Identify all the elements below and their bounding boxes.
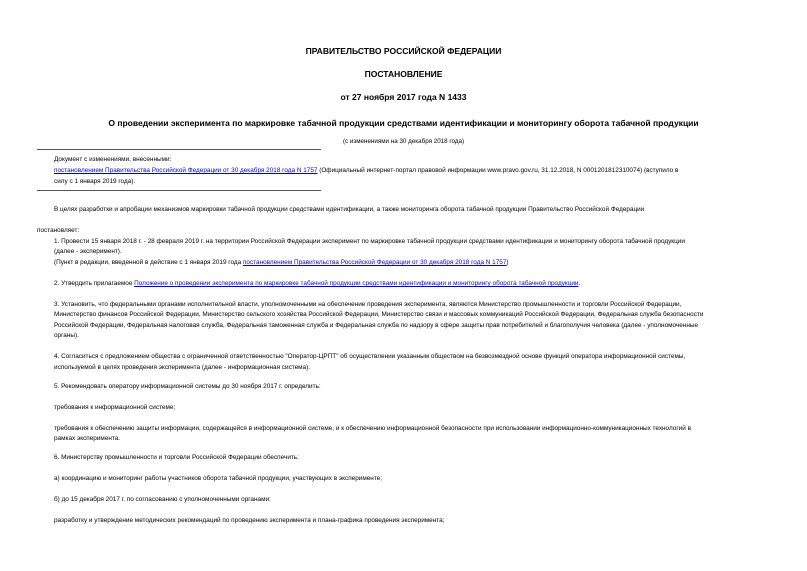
paragraph-5-item-b-line-1: требования к обеспечению защиты информации, содержащейся в информационной системе, и к обеспечению информационной безопасности при использовании информационно-коммуникационных технологий в — [54, 425, 691, 432]
changes-bottom-rule — [37, 190, 321, 191]
paragraph-3-line-2: Министерство финансов Российской Федерации, Министерство сельского хозяйства Российской Федерации, Министерство связи и массовых коммуникаций Российской Федерации, Федеральная служба безопасности — [54, 311, 704, 318]
paragraph-3-line-3: Российской Федерации, Федеральная налоговая служба, Федеральная таможенная служба и Федеральная служба по надзору в сфере защиты прав потребителей и благополучия человека (далее - уполномоченные — [54, 322, 699, 329]
paragraph-1-note-prefix: (Пункт в редакции, введенной в действие с 1 января 2019 года — [54, 259, 243, 266]
paragraph-4-line-2: используемой в целях проведения эксперимента (далее - информационная система). — [54, 364, 311, 371]
paragraph-6-item-b: б) до 15 декабря 2017 г. по согласованию с уполномоченными органами: — [54, 496, 271, 503]
paragraph-6: 6. Министерству промышленности и торговли Российской Федерации обеспечить: — [54, 454, 299, 461]
changes-source-text: (Официальный интернет-портал правовой информации www.pravo.gov.ru, 31.12.2018, N 0001201812310074) (вступило в — [317, 167, 679, 174]
changes-label: Документ с изменениями, внесенными: — [54, 156, 172, 163]
paragraph-5-item-a: требования к информационной системе; — [54, 404, 176, 411]
paragraph-1-note — [54, 257, 509, 268]
changes-decree-link[interactable]: постановлением Правительства Российской Федерации от 30 декабря 2018 года N 1757 — [54, 167, 318, 174]
preamble-text: В целях разработки и апробации механизмов маркировки табачной продукции средствами идентификации, а также мониторинга оборота табачной продукции Правительство Российской Федерации — [54, 206, 645, 213]
decides-text: постановляет: — [37, 227, 80, 234]
paragraph-1-line-1: 1. Провести 15 января 2018 г. - 28 февраля 2019 г. на территории Российской Федерации эксперимент по маркировке табачной продукции средствами идентификации и мониторингу оборота табачной продукции — [54, 238, 685, 245]
paragraph-2-prefix: 2. Утвердить прилагаемое — [54, 280, 135, 287]
changes-line-2: силу с 1 января 2019 года). — [54, 178, 136, 185]
paragraph-5-item-b-line-2: рамках эксперимента. — [54, 435, 121, 442]
paragraph-2 — [54, 278, 580, 289]
document-title: О проведении эксперимента по маркировке табачной продукции средствами идентификации и мониторингу оборота табачной продукции — [108, 118, 699, 128]
paragraph-4-line-1: 4. Согласиться с предложением общества с ограниченной ответственностью "Оператор-ЦРПТ" об осуществлении указанным обществом на безвозмездной основе функций оператора информационной системы, — [54, 353, 686, 360]
paragraph-3-line-4: органы). — [54, 332, 79, 339]
paragraph-3-line-1: 3. Установить, что федеральными органами исполнительной власти, уполномоченными на обеспечение проведения эксперимента, являются Министерство промышленности и торговли Российской Федерации, — [54, 301, 682, 308]
government-heading: ПРАВИТЕЛЬСТВО РОССИЙСКОЙ ФЕДЕРАЦИИ — [305, 46, 502, 56]
paragraph-5: 5. Рекомендовать оператору информационной системы до 30 ноября 2017 г. определить: — [54, 383, 321, 390]
changes-top-rule — [37, 149, 321, 150]
regulation-link[interactable]: Положение о проведении эксперимента по маркировке табачной продукции средствами идентификации и мониторингу оборота табачной продукции — [134, 280, 579, 287]
paragraph-1-line-2: (далее - эксперимент). — [54, 248, 122, 255]
amendment-note: (с изменениями на 30 декабря 2018 года) — [342, 138, 465, 145]
paragraph-6-item-a: а) координацию и мониторинг работы участников оборота табачной продукции, участвующих в эксперименте; — [54, 475, 383, 482]
paragraph-6-item-c: разработку и утверждение методических рекомендаций по проведению эксперимента и плана-графика проведения эксперимента; — [54, 517, 445, 524]
changes-line-1 — [54, 165, 678, 176]
document-type-heading: ПОСТАНОВЛЕНИЕ — [364, 69, 443, 79]
paragraph-2-suffix: . — [578, 280, 581, 287]
paragraph-1-note-link[interactable]: постановлением Правительства Российской Федерации от 30 декабря 2018 года N 1757 — [242, 259, 507, 266]
paragraph-1-note-suffix: ) — [506, 259, 509, 266]
date-number-heading: от 27 ноября 2017 года N 1433 — [340, 92, 467, 102]
